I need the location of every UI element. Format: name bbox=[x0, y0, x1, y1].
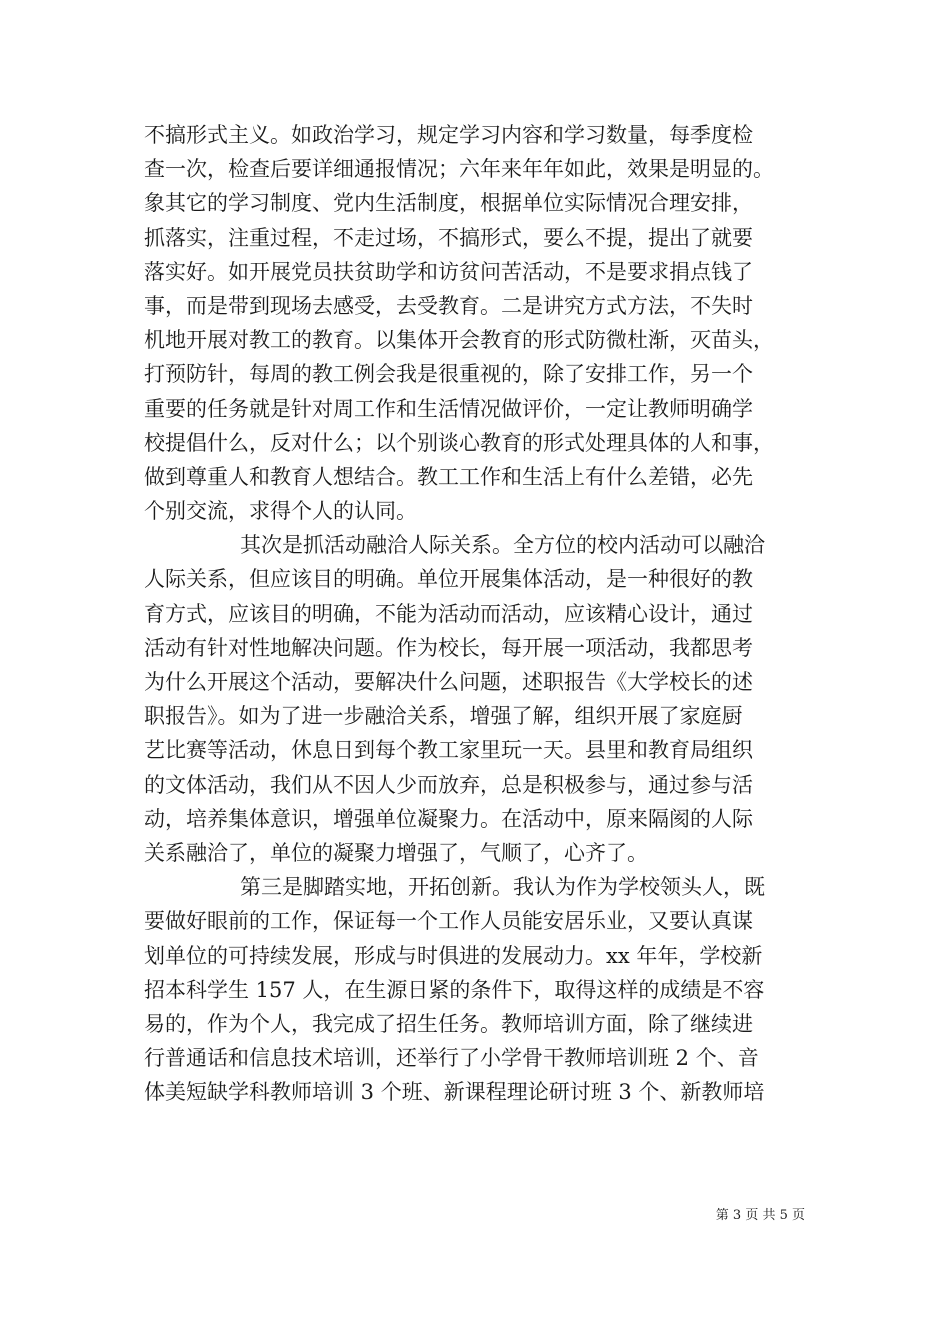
text-line: 育方式，应该目的明确，不能为活动而活动，应该精心设计，通过 bbox=[144, 601, 753, 626]
text-line: 为什么开展这个活动，要解决什么问题，述职报告《大学校长的述 bbox=[144, 670, 753, 694]
text-line: 划单位的可持续发展，形成与时俱进的发展动力。xx 年年，学校新 bbox=[144, 943, 763, 968]
text-line: 人际关系，但应该目的明确。单位开展集体活动，是一种很好的教 bbox=[144, 567, 753, 592]
text-line: 招本科学生 157 人，在生源日紧的条件下，取得这样的成绩是不容 bbox=[144, 977, 765, 1002]
text-line: 抓落实，注重过程，不走过场，不搞形式，要么不提，提出了就要 bbox=[144, 225, 753, 250]
text-line: 的文体活动，我们从不因人少而放弃，总是积极参与，通过参与活 bbox=[144, 772, 753, 797]
text-line: 不搞形式主义。如政治学习，规定学习内容和学习数量，每季度检 bbox=[144, 123, 753, 147]
text-line: 校提倡什么，反对什么；以个别谈心教育的形式处理具体的人和事， bbox=[144, 430, 774, 455]
paragraph-start-line: 第三是脚踏实地，开拓创新。我认为作为学校领头人，既 bbox=[240, 875, 765, 900]
text-line: 事，而是带到现场去感受，去受教育。二是讲究方式方法，不失时 bbox=[144, 293, 753, 318]
text-line: 活动有针对性地解决问题。作为校长，每开展一项活动，我都思考 bbox=[144, 635, 753, 660]
text-line: 动，培养集体意识，增强单位凝聚力。在活动中，原来隔阂的人际 bbox=[144, 806, 753, 831]
text-line: 职报告》。如为了进一步融洽关系，增强了解，组织开展了家庭厨 bbox=[144, 704, 743, 729]
text-line: 要做好眼前的工作，保证每一个工作人员能安居乐业，又要认真谋 bbox=[144, 909, 753, 934]
text-line: 个别交流，求得个人的认同。 bbox=[144, 499, 417, 524]
text-line: 打预防针，每周的教工例会我是很重视的，除了安排工作，另一个 bbox=[144, 362, 753, 387]
page-number: 第 3 页 共 5 页 bbox=[715, 1208, 805, 1223]
text-line: 重要的任务就是针对周工作和生活情况做评价，一定让教师明确学 bbox=[144, 396, 753, 421]
text-line: 行普通话和信息技术培训，还举行了小学骨干教师培训班 2 个、音 bbox=[144, 1046, 759, 1071]
paragraph-start-line: 其次是抓活动融洽人际关系。全方位的校内活动可以融洽 bbox=[240, 533, 765, 558]
text-line: 关系融洽了，单位的凝聚力增强了，气顺了，心齐了。 bbox=[144, 840, 648, 865]
text-line: 查一次，检查后要详细通报情况；六年来年年如此，效果是明显的。 bbox=[144, 157, 774, 182]
text-line: 易的，作为个人，我完成了招生任务。教师培训方面，除了继续进 bbox=[144, 1011, 753, 1036]
text-line: 机地开展对教工的教育。以集体开会教育的形式防微杜渐，灭苗头， bbox=[144, 328, 774, 353]
text-line: 艺比赛等活动，休息日到每个教工家里玩一天。县里和教育局组织 bbox=[144, 738, 753, 763]
text-line: 做到尊重人和教育人想结合。教工工作和生活上有什么差错，必先 bbox=[144, 464, 753, 489]
text-line: 象其它的学习制度、党内生活制度，根据单位实际情况合理安排， bbox=[144, 191, 753, 216]
text-line: 体美短缺学科教师培训 3 个班、新课程理论研讨班 3 个、新教师培 bbox=[144, 1080, 765, 1105]
document-body bbox=[144, 118, 804, 1109]
text-line: 落实好。如开展党员扶贫助学和访贫问苦活动，不是要求捐点钱了 bbox=[144, 259, 753, 284]
